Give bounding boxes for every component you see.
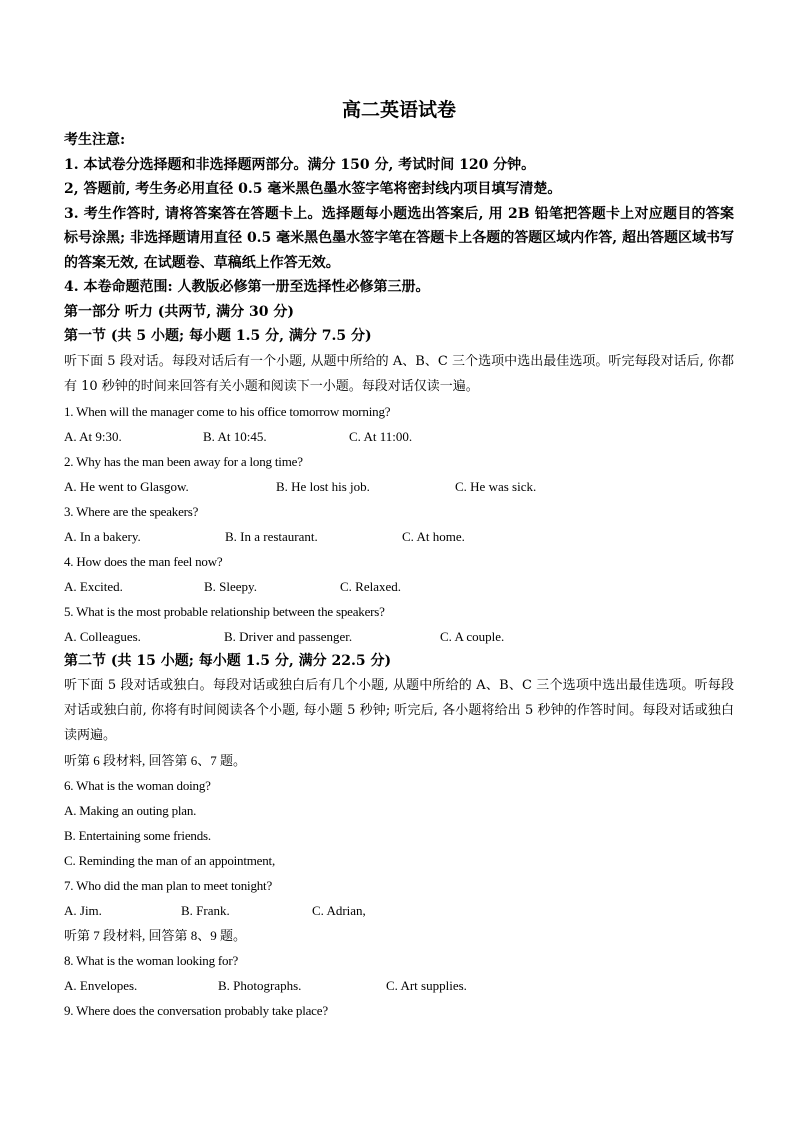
notice-item-4: 4. 本卷命题范围: 人教版必修第一册至选择性必修第三册。 <box>64 279 430 295</box>
option-a: A. Colleagues. <box>64 628 141 644</box>
question-9-stem: 9. Where does the conversation probably take place? <box>64 1003 328 1018</box>
question-6-option-a: A. Making an outing plan. <box>64 803 197 818</box>
exam-title: 高二英语试卷 <box>341 99 456 121</box>
option-c: C. Adrian, <box>312 903 366 918</box>
notice-item-3: 3. 考生作答时, 请将答案答在答题卡上。选择题每小题选出答案后, 用 2B 铅笔把答题卡上对应题目的答案标号涂黑; 非选择题请用直径 0.5 毫米黑色墨水签字笔在答题卡上各题的答题区域内作答, 超出答题区域书写的答案无效, 在试题卷、草稿纸上作答无效。 <box>64 205 734 271</box>
question-4-options <box>64 574 734 599</box>
option-a: A. Jim. <box>64 903 102 918</box>
material-6-heading: 听第 6 段材料, 回答第 6、7 题。 <box>64 753 247 768</box>
exam-page <box>64 96 734 1023</box>
option-b: B. He lost his job. <box>276 478 370 494</box>
option-c: C. At 11:00. <box>349 428 413 444</box>
option-c: C. A couple. <box>440 628 505 644</box>
section2-instructions: 听下面 5 段对话或独白。每段对话或独白后有几个小题, 从题中所给的 A、B、C 三个选项中选出最佳选项。听每段对话或独白前, 你将有时间阅读各个小题, 每小题 5 秒钟; 听完后, 各小题将给出 5 秒钟的作答时间。每段对话或独白读两遍。 <box>64 678 734 743</box>
part1-heading: 第一部分 听力 (共两节, 满分 30 分) <box>64 303 294 320</box>
option-b: B. Sleepy. <box>204 578 257 594</box>
question-7-options <box>64 898 734 923</box>
option-b: B. Photographs. <box>218 978 302 993</box>
option-b: B. Driver and passenger. <box>224 628 353 644</box>
section1-heading: 第一节 (共 5 小题; 每小题 1.5 分, 满分 7.5 分) <box>64 328 372 344</box>
question-5-options <box>64 624 734 649</box>
question-1-stem: 1. When will the manager come to his office tomorrow morning? <box>64 403 391 419</box>
question-6-option-b: B. Entertaining some friends. <box>64 828 211 843</box>
section1-instructions: 听下面 5 段对话。每段对话后有一个小题, 从题中所给的 A、B、C 三个选项中选出最佳选项。听完每段对话后, 你都有 10 秒钟的时间来回答有关小题和阅读下一小题。每段对话仅读一遍。 <box>64 353 734 394</box>
question-8-stem: 8. What is the woman looking for? <box>64 953 239 968</box>
question-7-stem: 7. Who did the man plan to meet tonight? <box>64 878 273 893</box>
question-2-options <box>64 474 734 499</box>
question-3-stem: 3. Where are the speakers? <box>64 503 199 519</box>
question-2-stem: 2. Why has the man been away for a long time? <box>64 453 303 469</box>
question-1-options <box>64 424 734 449</box>
question-6-option-c: C. Reminding the man of an appointment, <box>64 853 275 868</box>
option-b: B. At 10:45. <box>203 428 267 444</box>
notice-item-1: 1. 本试卷分选择题和非选择题两部分。满分 150 分, 考试时间 120 分钟。 <box>64 156 536 173</box>
question-3-options <box>64 524 734 549</box>
option-a: A. He went to Glasgow. <box>64 478 189 494</box>
option-c: C. At home. <box>402 528 465 544</box>
option-b: B. Frank. <box>181 903 230 918</box>
option-c: C. Relaxed. <box>340 578 402 594</box>
option-c: C. He was sick. <box>455 478 537 494</box>
question-4-stem: 4. How does the man feel now? <box>64 553 223 569</box>
option-a: A. In a bakery. <box>64 528 141 544</box>
option-a: A. Envelopes. <box>64 978 138 993</box>
notice-heading: 考生注意: <box>64 132 126 148</box>
question-5-stem: 5. What is the most probable relationship between the speakers? <box>64 603 385 619</box>
option-a: A. At 9:30. <box>64 428 122 444</box>
option-b: B. In a restaurant. <box>225 528 318 544</box>
notice-item-2: 2, 答题前, 考生务必用直径 0.5 毫米黑色墨水签字笔将密封线内项目填写清楚。 <box>64 181 562 197</box>
section2-heading: 第二节 (共 15 小题; 每小题 1.5 分, 满分 22.5 分) <box>64 652 392 669</box>
option-a: A. Excited. <box>64 578 123 594</box>
question-6-stem: 6. What is the woman doing? <box>64 778 211 793</box>
question-8-options <box>64 973 734 998</box>
material-7-heading: 听第 7 段材料, 回答第 8、9 题。 <box>64 928 247 943</box>
option-c: C. Art supplies. <box>386 978 467 993</box>
